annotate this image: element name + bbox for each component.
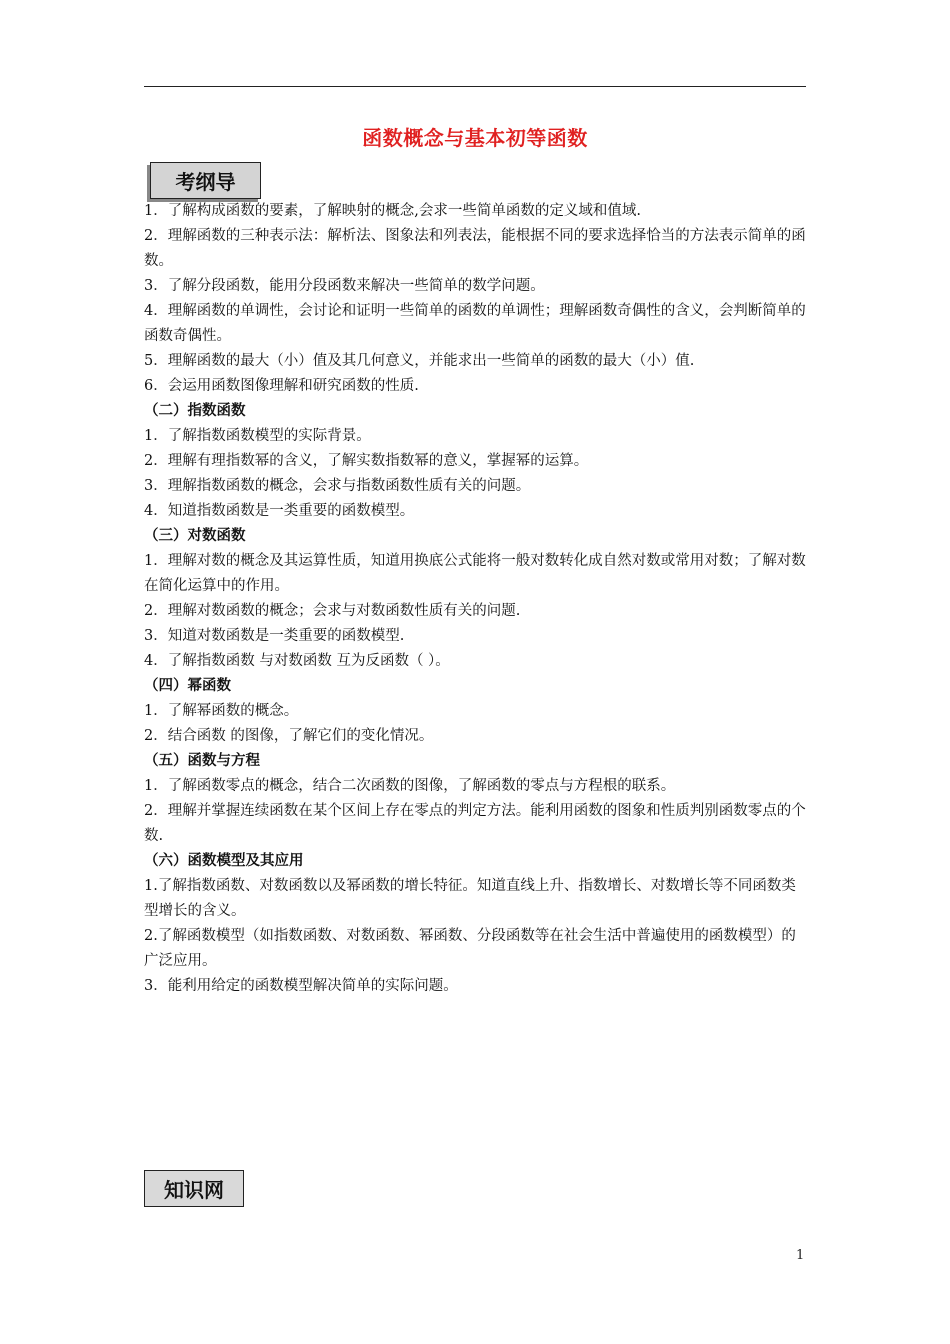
- outline-item: 2．理解对数函数的概念；会求与对数函数性质有关的问题.: [144, 603, 521, 619]
- outline-item: 3．知道对数函数是一类重要的函数模型.: [144, 628, 405, 644]
- section-label-knowledge-network: 知识网: [144, 1170, 244, 1207]
- outline-item: 3．理解指数函数的概念，会求与指数函数性质有关的问题。: [144, 478, 531, 494]
- page-number: 1: [796, 1248, 805, 1263]
- outline-item: 1．了解函数零点的概念，结合二次函数的图像，了解函数的零点与方程根的联系。: [144, 778, 676, 794]
- outline-item: 2．理解并掌握连续函数在某个区间上存在零点的判定方法。能利用函数的图象和性质判别函数零点的个数.: [144, 803, 806, 844]
- outline-item: 5．理解函数的最大（小）值及其几何意义，并能求出一些简单的函数的最大（小）值.: [144, 353, 695, 369]
- outline-item: 4．理解函数的单调性，会讨论和证明一些简单的函数的单调性；理解函数奇偶性的含义，会判断简单的函数奇偶性。: [144, 303, 806, 344]
- outline-content: [144, 199, 808, 999]
- outline-item: 2．结合函数 的图像，了解它们的变化情况。: [144, 728, 434, 744]
- outline-item: 1．了解指数函数模型的实际背景。: [144, 428, 371, 444]
- outline-item: 3．了解分段函数，能用分段函数来解决一些简单的数学问题。: [144, 278, 545, 294]
- header-rule: [144, 86, 806, 87]
- section-heading: （三）对数函数: [144, 528, 246, 544]
- section-heading: （六）函数模型及其应用: [144, 853, 304, 869]
- outline-item: 4．了解指数函数 与对数函数 互为反函数（ ）。: [144, 653, 450, 669]
- section-heading: （二）指数函数: [144, 403, 246, 419]
- outline-item: 2．理解有理指数幂的含义，了解实数指数幂的意义，掌握幂的运算。: [144, 453, 589, 469]
- section-heading: （四）幂函数: [144, 678, 231, 694]
- outline-item: 2.了解函数模型（如指数函数、对数函数、幂函数、分段函数等在社会生活中普遍使用的函数模型）的广泛应用。: [144, 928, 796, 969]
- page-title: 函数概念与基本初等函数: [362, 126, 588, 150]
- outline-item: 2．理解函数的三种表示法：解析法、图象法和列表法，能根据不同的要求选择恰当的方法表示简单的函数。: [144, 228, 806, 269]
- outline-item: 1.了解指数函数、对数函数以及幂函数的增长特征。知道直线上升、指数增长、对数增长等不同函数类型增长的含义。: [144, 878, 796, 919]
- outline-item: 1．理解对数的概念及其运算性质，知道用换底公式能将一般对数转化成自然对数或常用对数；了解对数在简化运算中的作用。: [144, 553, 806, 594]
- section-label-exam-outline: 考纲导: [150, 162, 261, 199]
- section-heading: （五）函数与方程: [144, 753, 260, 769]
- outline-item: 1．了解构成函数的要素，了解映射的概念,会求一些简单函数的定义域和值域.: [144, 203, 641, 219]
- outline-item: 1．了解幂函数的概念。: [144, 703, 299, 719]
- outline-item: 4．知道指数函数是一类重要的函数模型。: [144, 503, 415, 519]
- outline-item: 6．会运用函数图像理解和研究函数的性质.: [144, 378, 419, 394]
- outline-item: 3．能利用给定的函数模型解决简单的实际问题。: [144, 978, 458, 994]
